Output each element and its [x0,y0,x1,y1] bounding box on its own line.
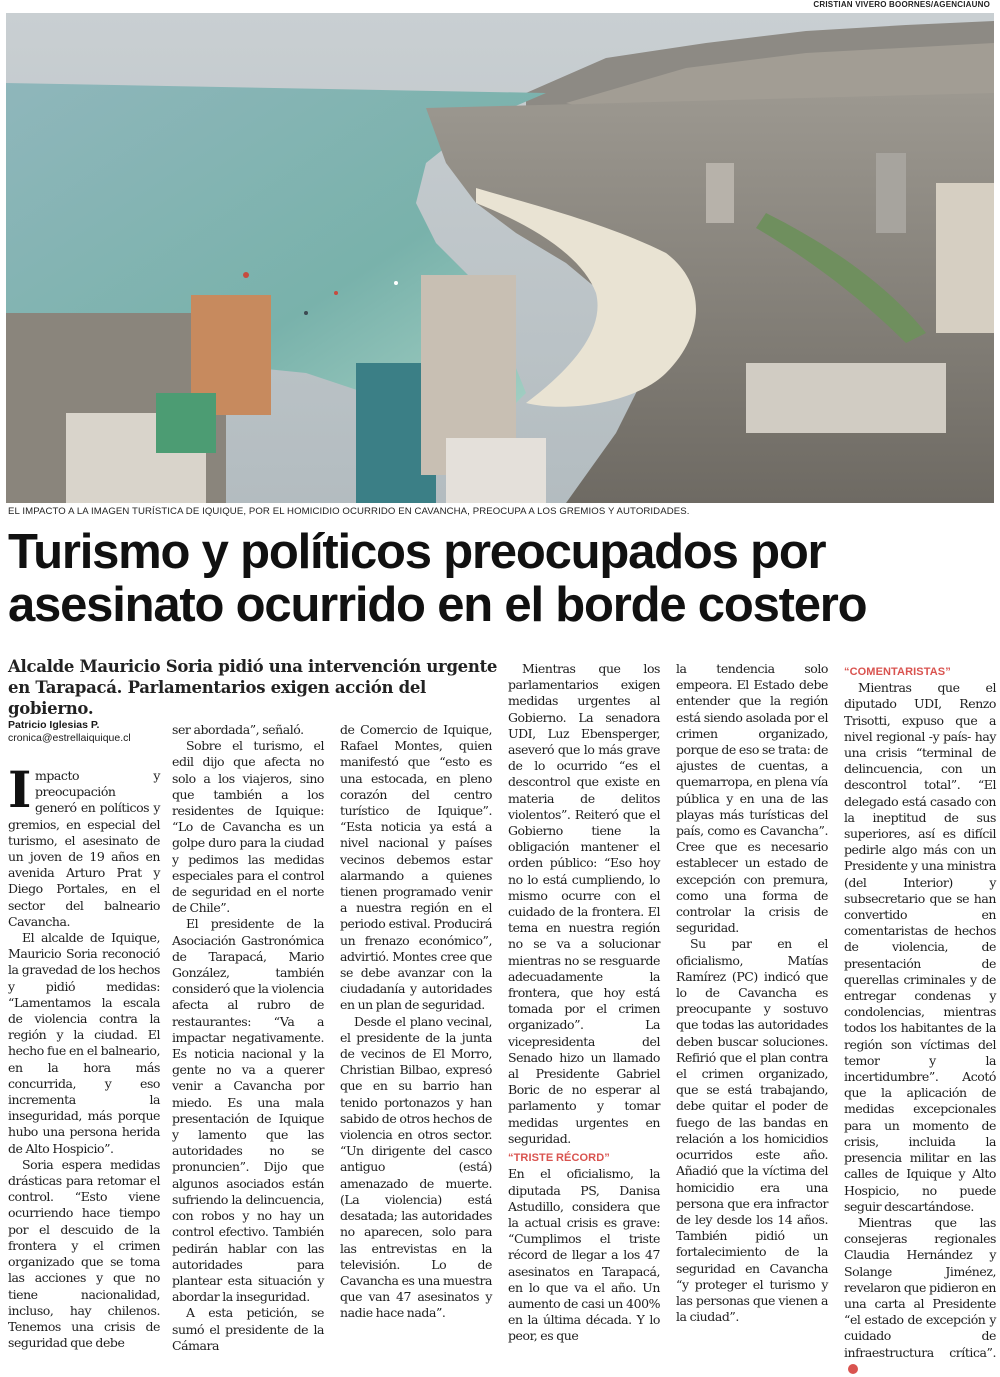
byline-author: Patricio Iglesias P. [8,719,100,731]
article-paragraph: Mientras que los parlamentarios exigen medidas urgentes al Gobierno. La senadora UDI, Luz Ebensperger, aseveró que lo más grave de lo ocurrido “es el descontrol que existe en materia de delitos violentos”. Reiteró que el Gobierno tiene la obligación mantener el orden público: “Eso hoy no lo está cumpliendo, lo mismo ocurre con el cuidado de la frontera. El tema en nuestra región no se va a solucionar mientras no se resguarde adecuadamente la frontera, que hoy está tomada por el crimen organizado”. La vicepresidenta del Senado hizo un llamado al Presidente Gabriel Boric de no esperar al parlamento y tomar medidas urgentes en seguridad. [508,661,660,1146]
article-column-1 [8,760,160,1351]
article-paragraph: de Comercio de Iquique, Rafael Montes, quien manifestó que “esto es una estocada, en pleno corazón del centro turístico de Iquique”. “Esta noticia ya está a nivel nacional y países vecinos debemos estar alarmando a quienes tienen programado venir a nuestra región en el periodo estival. Producirá un frenazo económico”, advirtió. Montes cree que se debe avanzar con la ciudadanía y autoridades en un plan de seguridad. [340,722,492,1013]
byline [8,719,168,745]
article-column-5 [676,661,828,1325]
end-mark-icon: ✪ [848,1364,858,1374]
headline [8,526,998,632]
iquique-aerial-illustration [6,13,994,503]
article-paragraph: El presidente de la Asociación Gastronómica de Tarapacá, Mario González, también consideró que la violencia afecta al rubro de restaurantes: “Va a impactar negativamente. Es noticia nacional y la gente no va a querer venir a Cavancha por miedo. Es una mala presentación de Iquique y lamento que las autoridades no se pronuncien”. Dijo que algunos asociados están sufriendo la delincuencia, con robos y no hay un control efectivo. También pedirán hablar con las autoridades para plantear esta situación y abordar la inseguridad. [172,916,324,1305]
coastal-city-photo [6,13,994,503]
article-paragraph: ser abordada”, señaló. [172,722,304,737]
article-paragraph: En el oficialismo, la diputada PS, Danisa Astudillo, considera que la actual crisis es grave: “Cumplimos el triste récord de llegar a los 47 asesinatos en Tarapacá, en lo que va el año. Un aumento de casi un 400% en la última década. Y lo peor, es que [508,1166,660,1344]
article-paragraph: Soria espera medidas drásticas para retomar el control. “Esto viene ocurriendo hace tiempo por el descuido de la frontera y el crimen organizado que se toma las acciones y que no tiene nacionalidad, incluso, hay chilenos. Tenemos una crisis de seguridad que debe [8,1156,160,1351]
byline-email: cronica@estrellaiquique.cl [8,732,131,744]
article-column-2 [172,722,324,1354]
article-paragraph: Desde el plano vecinal, el presidente de la junta de vecinos de El Morro, Christian Bilbao, expresó que en su barrio han tenido portonazos y han sabido de otros hechos de violencia en otros sector. “Un dirigente del casco antiguo (está) amenazado de muerte. (La violencia) está desatada; las autoridades no aparecen, solo para las entrevistas en la televisión. Lo de Cavancha es una muestra que van 47 asesinatos y nadie hace nada”. [340,1013,492,1321]
dropcap: I [8,760,31,819]
headline-line-1: Turismo y políticos preocupados por [8,525,826,579]
article-paragraph: Su par en el oficialismo, Matías Ramírez (PC) indicó que lo de Cavancha es preocupante y sostuvo que todas las autoridades deben buscar soluciones. Refirió que el plan contra el crimen organizado, que se está trabajando, debe quitar el poder de fuego de las bandas en relación a los homicidios ocurridos este año. Añadió que la víctima del homicidio era una persona que era infractor de ley desde los 14 años. También pidió un fortalecimiento de la seguridad en Cavancha “y proteger el turismo y las personas que vienen a la ciudad”. [676,936,828,1325]
photo-caption: EL IMPACTO A LA IMAGEN TURÍSTICA DE IQUIQUE, POR EL HOMICIDIO OCURRIDO EN CAVANCHA, PREOCUPA A LOS GREMIOS Y AUTORIDADES. [8,506,690,517]
article-column-6 [844,661,996,1377]
deck: Alcalde Mauricio Soria pidió una intervención urgente en Tarapacá. Parlamentarios exigen acción del gobierno. [8,657,498,718]
photo-credit: CRISTIAN VIVERO BOORNES/AGENCIAUNO [813,0,990,9]
article-paragraph: El alcalde de Iquique, Mauricio Soria reconoció la gravedad de los hechos y pidió medidas: “Lamentamos la escala de violencia contra la región y la ciudad. El hecho fue en el balneario, en la hora más concurrida, y eso incrementa la inseguridad, más porque hubo una persona herida de Alto Hospicio”. [8,930,160,1156]
article-paragraph: Mientras que las consejeras regionales Claudia Hernández y Solange Jiménez, revelaron que pidieron en una carta al Presidente “el estado de excepción y cuidado de infraestructura crítica”.✪ [844,1214,996,1374]
article-column-3 [340,722,492,1322]
article-column-4 [508,661,660,1345]
subhead-triste-record: “TRISTE RÉCORD” [508,1152,610,1165]
article-lead-paragraph: Impacto y preocupación generó en políticos y gremios, en especial del turismo, el asesinato de un joven de 19 años en avenida Arturo Prat y Diego Portales, en el sector del balneario Cavancha. [8,760,160,929]
article-paragraph: A esta petición, se sumó el presidente de la Cámara [172,1305,324,1353]
article-paragraph: Sobre el turismo, el edil dijo que afecta no solo a los viajeros, sino que también a los residentes de Iquique: “Lo de Cavancha es un golpe duro para la ciudad y pedimos las medidas especiales para el control de seguridad en el norte de Chile”. [172,738,324,916]
headline-line-2: asesinato ocurrido en el borde costero [8,578,867,632]
article-paragraph: la tendencia solo empeora. El Estado debe entender que la región está siendo asolada por el crimen organizado, porque de eso se trata: de ajustes de cuentas, a quemarropa, en plena vía pública y en una de las playas más turísticas del país, como es Cavancha”. Cree que es necesario establecer un estado de excepción con premura, como una forma de controlar la crisis de seguridad. [676,661,828,936]
subhead-comentaristas: “COMENTARISTAS” [844,666,951,678]
article-paragraph: Mientras que el diputado UDI, Renzo Trisotti, expuso que a nivel regional -y país- hay una crisis “terminal de delincuencia, con un descontrol total”. “El delegado está casado con la ineptitud de sus superiores, así es difícil pedirle algo más con un Presidente y una ministra (del Interior) y subsecretario que se han convertido en comentaristas de hechos de violencia, de presentación de querellas criminales y de entregar condenas y condolencias, mientras todos los habitantes de la región son víctimas del temor y la incertidumbre”. Acotó que la aplicación de medidas excepcionales para un momento de crisis, incluida la presencia militar en las calles de Iquique y Alto Hospicio, no puede seguir descartándose. [844,680,996,1214]
